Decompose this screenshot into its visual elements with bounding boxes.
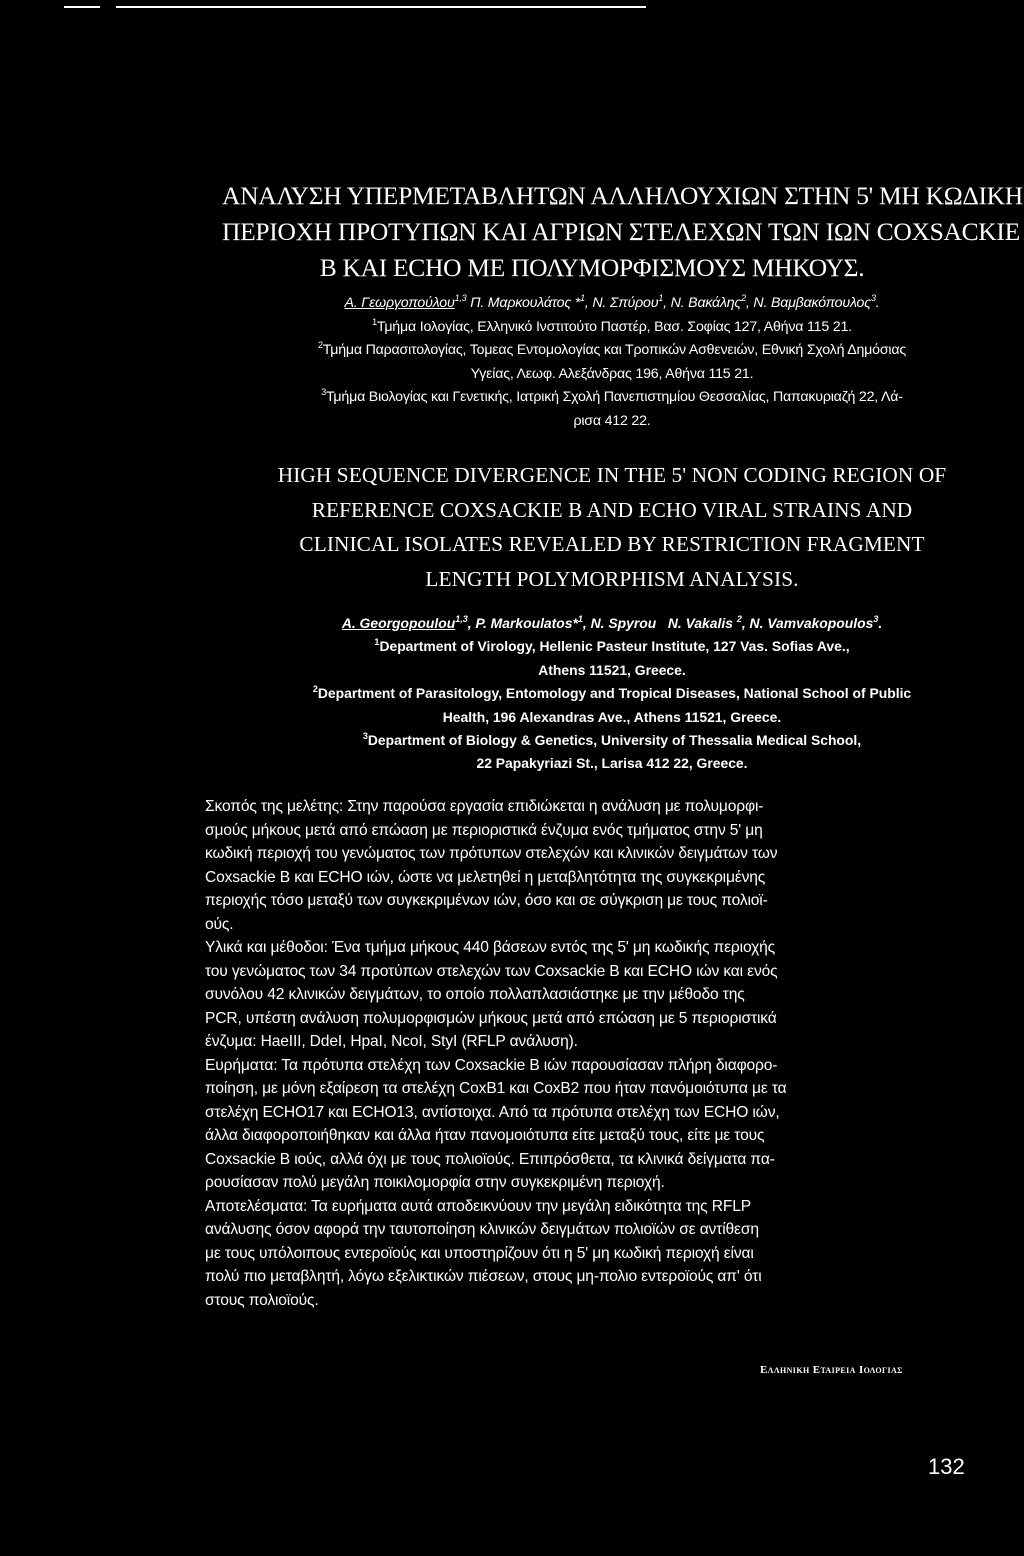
abstract-line: Coxsackie B και ECHO ιών, ώστε να μελετηθεί η μεταβλητότητα της συγκεκριμένης [205, 868, 766, 886]
greek-authors: Α. Γεωργοπούλου$^{1,3}$ Π. Μαρκουλάτος *$^1$, Ν. Σπύρου$^1$, Ν. Βακάλης$^2$, Ν. Βαμβακόπουλος$^3$. [344, 293, 880, 311]
english-authors-block [222, 612, 1002, 776]
abstract-line: σμούς μήκους μετά από επώαση με περιοριστικά ένζυμα ενός τμήματος στην 5' μη [205, 821, 763, 839]
abstract-line: περιοχής τόσο μεταξύ των συγκεκριμένων ιών, όσο και σε σύγκριση με τους πολιοϊ- [205, 892, 768, 909]
top-rule-left [64, 6, 100, 8]
english-title [222, 458, 1002, 596]
greek-title-line-1: ΑΝΑΛΥΣΗ ΥΠΕΡΜΕΤΑΒΛΗΤΩΝ ΑΛΛΗΛΟΥΧΙΩΝ ΣΤΗΝ 5' ΜΗ ΚΩΔΙΚΗ [222, 181, 1023, 210]
english-affiliation-1-cont: Athens 11521, Greece. [538, 661, 686, 678]
greek-affiliation-3-cont: ρισα 412 22. [573, 412, 651, 429]
greek-title [222, 178, 1023, 286]
abstract-line: ποίηση, με μόνη εξαίρεση τα στελέχη CoxB1 και CoxB2 που ήταν πανόμοιότυπα με τα [205, 1080, 787, 1097]
abstract-line: με τους υπόλοιπους εντεροϊούς και υποστηρίζουν ότι η 5' μη κωδική περιοχή είναι [205, 1244, 754, 1262]
greek-affiliation-2-cont: Υγείας, Λεωφ. Αλεξάνδρας 196, Αθήνα 115 21. [470, 365, 754, 382]
english-affiliation-1: $^1$Department of Virology, Hellenic Pasteur Institute, 127 Vas. Sofias Ave., [374, 637, 850, 655]
top-rule-main [116, 6, 646, 8]
abstract-line: ρουσίασαν πολύ μεγάλη ποικιλομορφία στην συγκεκριμένη περιοχή. [205, 1174, 665, 1191]
abstract-line: ούς. [205, 915, 234, 933]
greek-authors-block [222, 292, 1002, 433]
abstract-line: κωδική περιοχή του γενώματος των πρότυπων στελεχών και κλινικών δειγμάτων των [205, 845, 778, 862]
english-title-line-4: LENGTH POLYMORPHISM ANALYSIS. [425, 566, 799, 591]
page-number: 132 [928, 1454, 965, 1479]
abstract-line: στελέχη ECHO17 και ECHO13, αντίστοιχα. Από τα πρότυπα στελέχη των ECHO ιών, [205, 1103, 780, 1121]
english-title-line-3: CLINICAL ISOLATES REVEALED BY RESTRICTION FRAGMENT [299, 532, 925, 556]
abstract-line: Coxsackie B ιούς, αλλά όχι με τους πολιοϊούς. Επιπρόσθετα, τα κλινικά δείγματα πα- [205, 1150, 775, 1168]
english-affiliation-2: $^2$Department of Parasitology, Entomology and Tropical Diseases, National School of Public [312, 684, 912, 702]
abstract-line: στους πολιοϊούς. [205, 1291, 319, 1309]
english-first-author: A. Georgopoulou [341, 615, 456, 631]
greek-first-author: Α. Γεωργοπούλου [344, 295, 455, 311]
english-affiliation-3: $^3$Department of Biology & Genetics, University of Thessalia Medical School, [362, 731, 862, 749]
abstract-line: Σκοπός της μελέτης: Στην παρούσα εργασία επιδιώκεται η ανάλυση με πολυμορφι- [205, 798, 764, 815]
english-authors: A. Georgopoulou$^{1,3}$, P. Markoulatos*$^1$, N. Spyrou N. Vakalis $^2$, N. Vamvakopoulos$^3$. [341, 614, 883, 631]
abstract-line: ένζυμα: HaeIII, DdeI, HpaI, NcoI, StyI (RFLP ανάλυση). [205, 1033, 578, 1050]
greek-affiliation-1: $^1$Τμήμα Ιολογίας, Ελληνικό Ινστιτούτο Παστέρ, Βασ. Σοφίας 127, Αθήνα 115 21. [372, 316, 852, 335]
abstract-body [205, 795, 995, 1312]
english-title-line-1: HIGH SEQUENCE DIVERGENCE IN THE 5' NON CODING REGION OF [277, 463, 947, 487]
greek-title-line-3: Β ΚΑΙ ECHO ΜΕ ΠΟΛΥΜΟΡΦΙΣΜΟΥΣ ΜΗΚΟΥΣ. [319, 253, 865, 282]
greek-title-line-2: ΠΕΡΙΟΧΗ ΠΡΟΤΥΠΩΝ ΚΑΙ ΑΓΡΙΩΝ ΣΤΕΛΕΧΩΝ ΤΩΝ ΙΩΝ COXSACKIE [222, 217, 1020, 246]
greek-affiliation-3: $^3$Τμήμα Βιολογίας και Γενετικής, Ιατρική Σχολή Πανεπιστημίου Θεσσαλίας, Παπακυριαζή 22, Λά- [321, 387, 903, 405]
abstract-line: ανάλυσης όσον αφορά την ταυτοποίηση κλινικών δειγμάτων πολιοϊών σε αντίθεση [205, 1221, 759, 1238]
abstract-line: του γενώματος των 34 προτύπων στελεχών των Coxsackie B και ECHO ιών και ενός [205, 962, 778, 980]
abstract-line: πολύ πιο μεταβλητή, λόγω εξελικτικών πιέσεων, στους μη-πολιο εντεροϊούς απ' ότι [205, 1268, 762, 1285]
english-affiliation-3-cont: 22 Papakyriazi St., Larisa 412 22, Greece. [476, 755, 748, 772]
society-name: Ελληνικη Εταιρεια Ιολογιας [760, 1364, 903, 1376]
english-title-line-2: REFERENCE COXSACKIE B AND ECHO VIRAL STRAINS AND [311, 497, 913, 522]
abstract-line: Υλικά και μέθοδοι: Ένα τμήμα μήκους 440 βάσεων εντός της 5' μη κωδικής περιοχής [205, 939, 775, 956]
abstract-line: Αποτελέσματα: Τα ευρήματα αυτά αποδεικνύουν την μεγάλη ειδικότητα της RFLP [205, 1197, 751, 1215]
english-affiliation-2-cont: Health, 196 Alexandras Ave., Athens 11521, Greece. [442, 708, 782, 725]
abstract-line: PCR, υπέστη ανάλυση πολυμορφισμών μήκους μετά από επώαση με 5 περιοριστικά [205, 1009, 777, 1027]
abstract-line: άλλα διαφοροποιήθηκαν και άλλα ήταν πανομοιότυπα είτε μεταξύ τους, είτε με τους [205, 1127, 765, 1144]
greek-affiliation-2: $^2$Τμήμα Παρασιτολογίας, Τομεας Εντομολογίας και Τροπικών Ασθενειών, Εθνική Σχολή Δημόσιας [317, 340, 906, 358]
abstract-line: συνόλου 42 κλινικών δειγμάτων, το οποίο πολλαπλασιάστηκε με την μέθοδο της [205, 986, 745, 1003]
abstract-line: Ευρήματα: Τα πρότυπα στελέχη των Coxsackie B ιών παρουσίασαν πλήρη διαφορο- [205, 1056, 778, 1074]
